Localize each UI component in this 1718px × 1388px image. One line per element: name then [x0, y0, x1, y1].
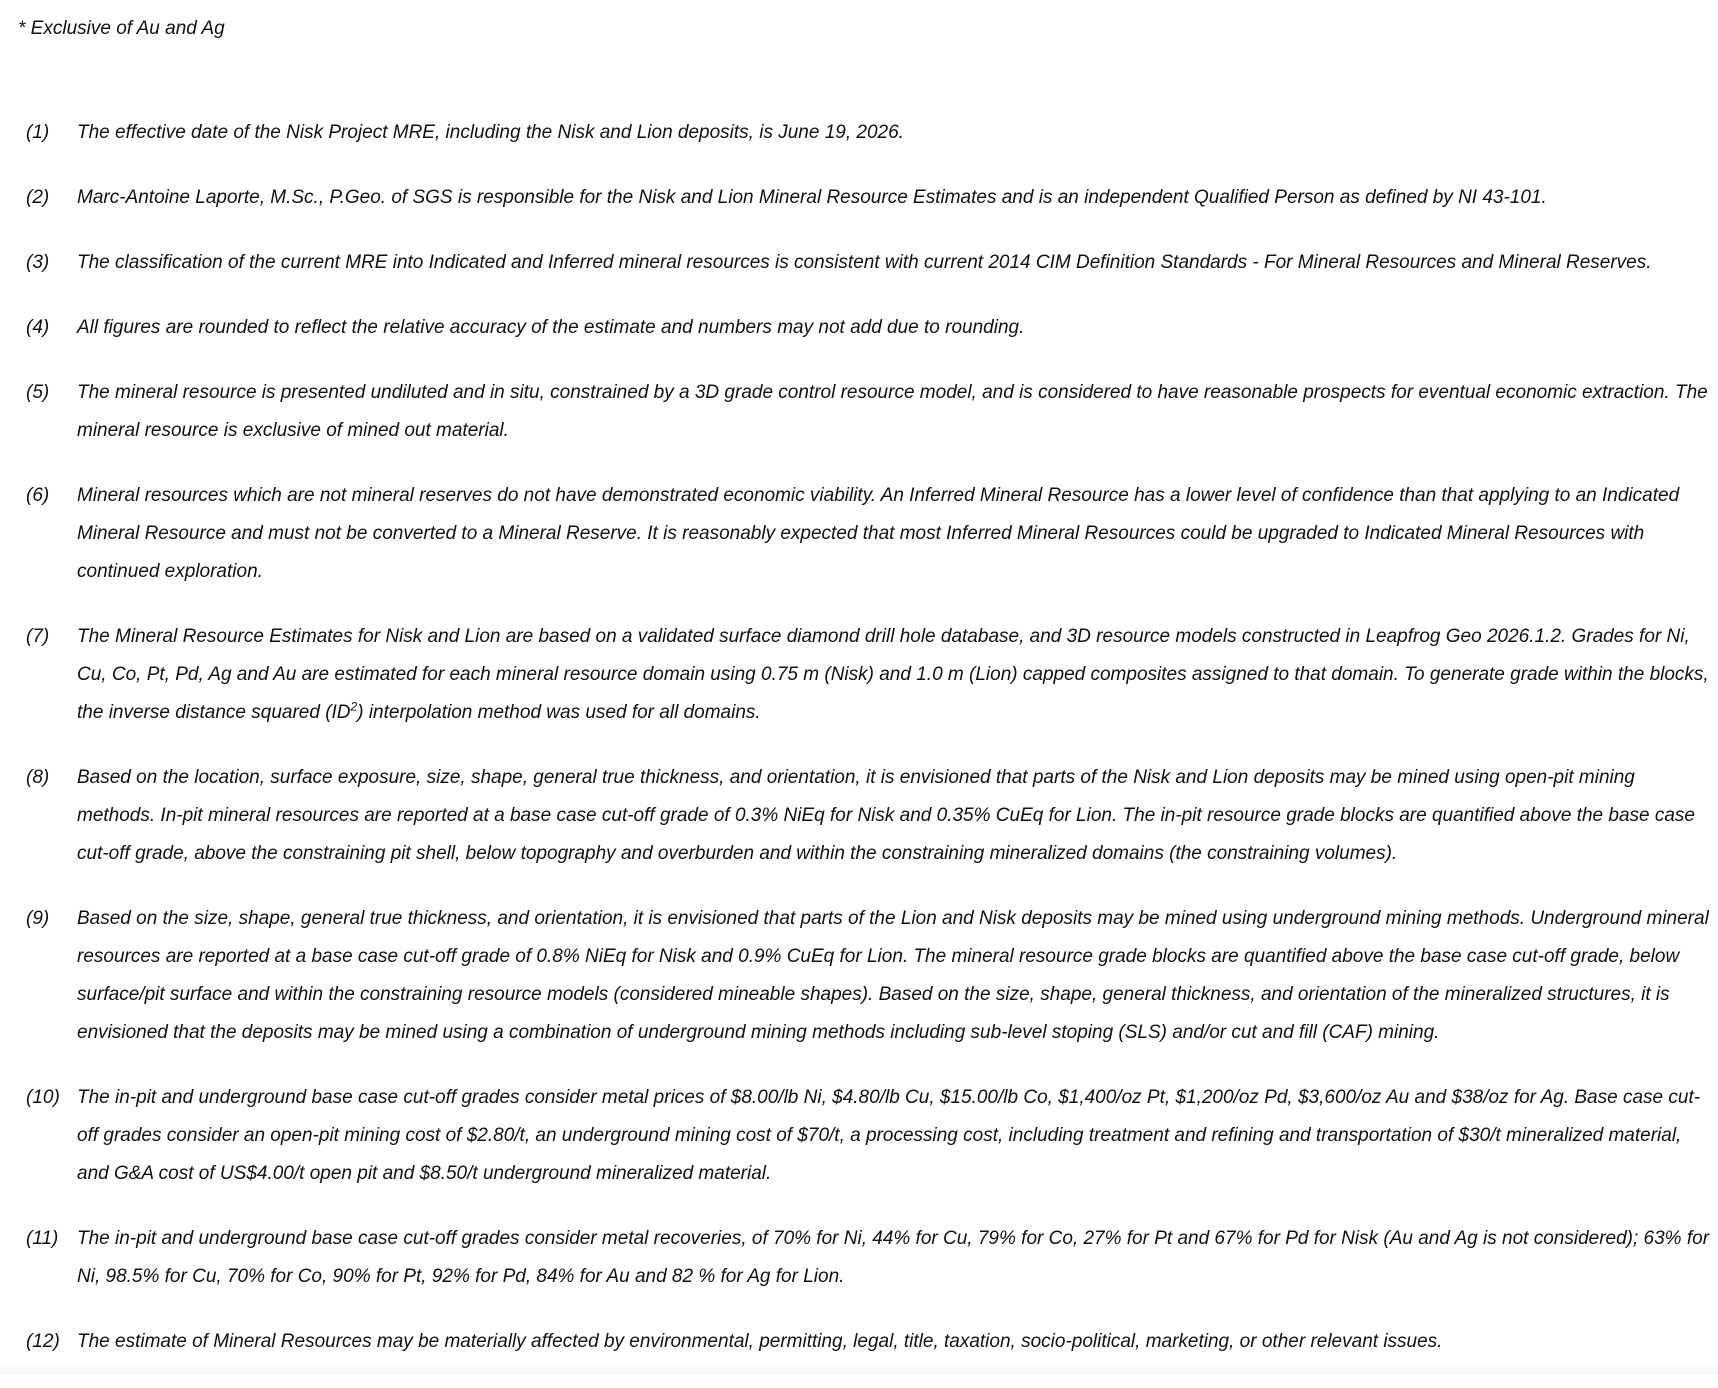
- note-text: Based on the location, surface exposure, size, shape, general true thickness, and orientation, it is envisioned that parts of the Nisk and Lion deposits may be mined using open-pit mining methods. In-pit mineral resources are reported at a base case cut-off grade of 0.3% NiEq for Nisk and 0.35% CuEq for Lion. The in-pit resource grade blocks are quantified above the base case cut-off grade, above the constraining pit shell, below topography and overburden and within the constraining mineralized domains (the constraining volumes).: [77, 767, 1695, 864]
- note-8: [26, 759, 1714, 873]
- note-1: [26, 114, 1714, 152]
- note-number: (8): [26, 767, 50, 788]
- note-text: The in-pit and underground base case cut-off grades consider metal recoveries, of 70% for Ni, 44% for Cu, 79% for Co, 27% for Pt and 67% for Pd for Nisk (Au and Ag is not considered); 63% for Ni, 98.5% for Cu, 70% for Co, 90% for Pt, 92% for Pd, 84% for Au and 82 % for Ag for Lion.: [77, 1228, 1710, 1287]
- note-text: The effective date of the Nisk Project MRE, including the Nisk and Lion deposits, is June 19, 2026.: [77, 122, 904, 143]
- note-number: (4): [26, 317, 50, 338]
- note-number: (10): [26, 1087, 60, 1108]
- note-number: (11): [26, 1228, 59, 1249]
- note-text: The in-pit and underground base case cut-off grades consider metal prices of $8.00/lb Ni, $4.80/lb Cu, $15.00/lb Co, $1,400/oz Pt, $1,200/oz Pd, $3,600/oz Au and $38/oz for Ag. Base case cut-off grades consider an open-pit mining cost of $2.80/t, an underground mining cost of $70/t, a processing cost, including treatment and refining and transportation of $30/t mineralized material, and G&A cost of US$4.00/t open pit and $8.50/t underground mineralized material.: [77, 1087, 1701, 1184]
- exclusion-footnote: * Exclusive of Au and Ag: [18, 18, 225, 39]
- note-text: The mineral resource is presented undiluted and in situ, constrained by a 3D grade control resource model, and is considered to have reasonable prospects for eventual economic extraction. The mineral resource is exclusive of mined out material.: [77, 382, 1708, 441]
- note-6: [26, 477, 1714, 591]
- note-10: [26, 1079, 1714, 1193]
- note-5: [26, 374, 1714, 450]
- note-text-with-superscript: [77, 618, 1714, 732]
- note-number: (12): [26, 1331, 60, 1352]
- note-text-after-superscript: ) interpolation method was used for all domains.: [357, 702, 761, 723]
- note-7: [26, 618, 1714, 732]
- note-3: [26, 244, 1714, 282]
- note-text-before-superscript: The Mineral Resource Estimates for Nisk and Lion are based on a validated surface diamond drill hole database, and 3D resource models constructed in Leapfrog Geo 2026.1.2. Grades for Ni, Cu, Co, Pt, Pd, Ag and Au are estimated for each mineral resource domain using 0.75 m (Nisk) and 1.0 m (Lion) capped composites assigned to that domain. To generate grade within the blocks, the inverse distance squared (ID: [77, 626, 1709, 723]
- note-text: Based on the size, shape, general true thickness, and orientation, it is envisioned that parts of the Lion and Nisk deposits may be mined using underground mining methods. Underground mineral resources are reported at a base case cut-off grade of 0.8% NiEq for Nisk and 0.9% CuEq for Lion. The mineral resource grade blocks are quantified above the base case cut-off grade, below surface/pit surface and within the constraining resource models (considered mineable shapes). Based on the size, shape, general thickness, and orientation of the mineralized structures, it is envisioned that the deposits may be mined using a combination of underground mining methods including sub-level stoping (SLS) and/or cut and fill (CAF) mining.: [77, 908, 1709, 1043]
- note-number: (9): [26, 908, 50, 929]
- note-2: [26, 179, 1714, 217]
- note-text: The estimate of Mineral Resources may be materially affected by environmental, permitting, legal, title, taxation, socio-political, marketing, or other relevant issues.: [77, 1331, 1443, 1352]
- note-text: Mineral resources which are not mineral reserves do not have demonstrated economic viability. An Inferred Mineral Resource has a lower level of confidence than that applying to an Indicated Mineral Resource and must not be converted to a Mineral Reserve. It is reasonably expected that most Inferred Mineral Resources could be upgraded to Indicated Mineral Resources with continued exploration.: [77, 485, 1680, 582]
- note-number: (2): [26, 187, 50, 208]
- note-number: (5): [26, 382, 50, 403]
- note-number: (1): [26, 122, 50, 143]
- note-number: (3): [26, 252, 50, 273]
- note-11: [26, 1220, 1714, 1296]
- page-bottom-shadow: [0, 1364, 1718, 1374]
- note-number: (7): [26, 626, 50, 647]
- note-9: [26, 900, 1714, 1052]
- note-number: (6): [26, 485, 50, 506]
- superscript-two: 2: [350, 699, 358, 714]
- note-4: [26, 309, 1714, 347]
- note-text: The classification of the current MRE into Indicated and Inferred mineral resources is consistent with current 2014 CIM Definition Standards - For Mineral Resources and Mineral Reserves.: [77, 252, 1652, 273]
- resource-notes-list: [26, 114, 1714, 1388]
- note-12: [26, 1323, 1714, 1361]
- note-text: Marc-Antoine Laporte, M.Sc., P.Geo. of SGS is responsible for the Nisk and Lion Mineral Resource Estimates and is an independent Qualified Person as defined by NI 43-101.: [77, 187, 1547, 208]
- note-text: All figures are rounded to reflect the relative accuracy of the estimate and numbers may not add due to rounding.: [77, 317, 1025, 338]
